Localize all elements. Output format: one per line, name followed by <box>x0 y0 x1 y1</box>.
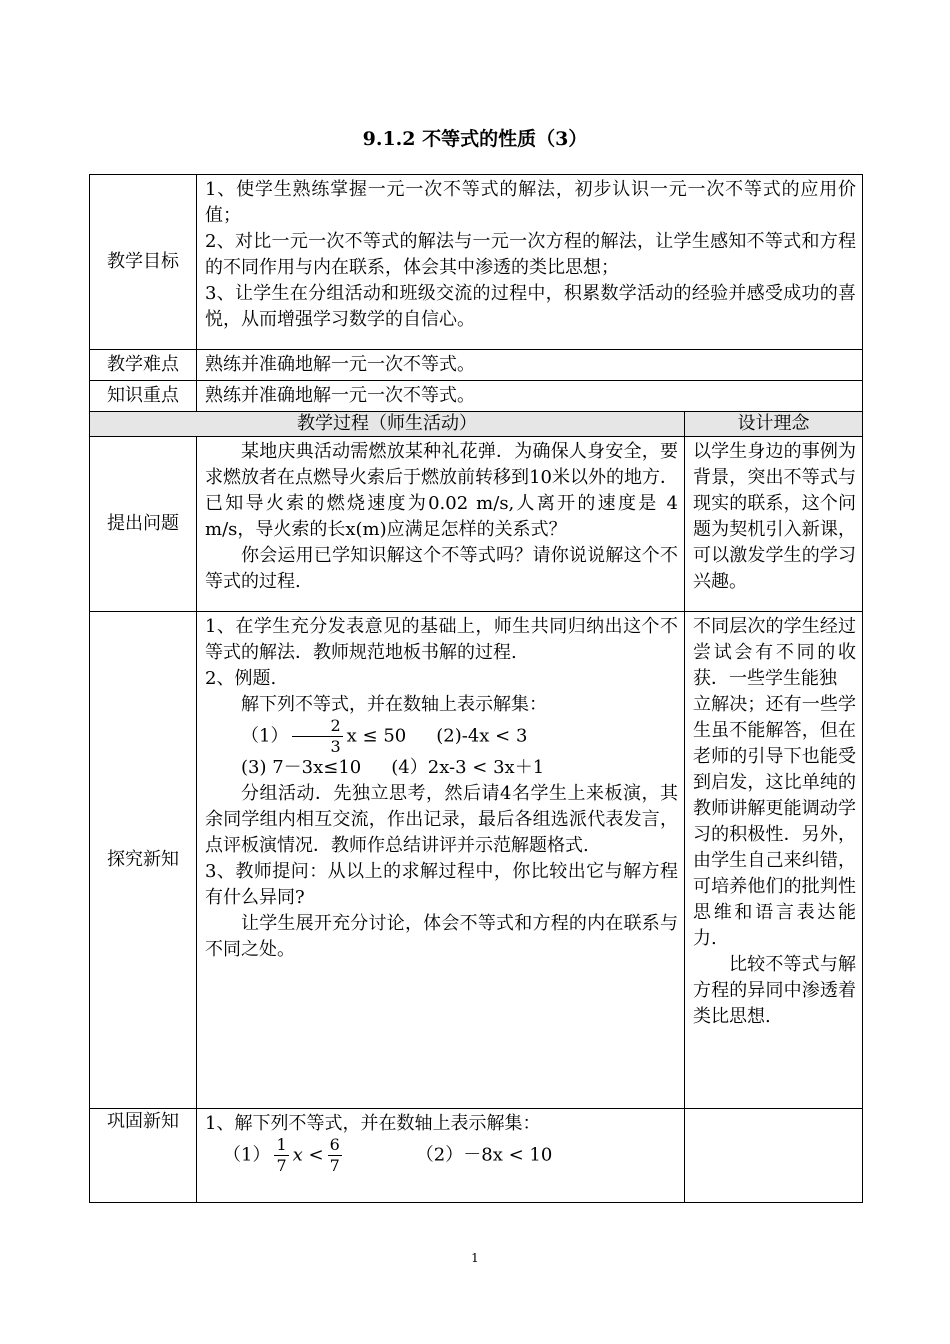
consolidate-instruction: 1、解下列不等式，并在数轴上表示解集： <box>205 1113 541 1134</box>
lesson-table <box>89 174 863 1203</box>
problem-row <box>90 437 863 612</box>
problem-label: 提出问题 <box>90 437 197 612</box>
fraction-numerator: 1 <box>276 1135 287 1154</box>
difficulty-row <box>90 350 863 381</box>
example-equations-row-2 <box>205 755 678 781</box>
eq4: (4）2x-3 < 3x＋1 <box>391 757 545 778</box>
explore-example-heading: 2、例题. <box>205 668 277 689</box>
design-header: 设计理念 <box>685 412 863 437</box>
fraction-denominator: 7 <box>329 1156 340 1175</box>
fraction-denominator: 3 <box>330 737 341 756</box>
fraction <box>292 718 342 755</box>
c-eq1-mid: x < <box>292 1144 324 1166</box>
explore-row <box>90 612 863 1109</box>
goals-label: 教学目标 <box>90 175 197 350</box>
goals-row <box>90 175 863 350</box>
explore-design-text-2: 立解决；还有一些学生虽不能解答，但在老师的引导下也能受到启发，这比单纯的教师讲解更能调动学习的积极性．另外，由学生自己来纠错，可培养他们的批判性思维和语言表达能力. <box>693 694 857 949</box>
fraction <box>274 1137 288 1174</box>
fraction-numerator: 2 <box>292 718 342 737</box>
eq3: (3) 7－3x≤10 <box>241 757 362 778</box>
c-eq1-prefix: （1） <box>223 1144 271 1166</box>
problem-design <box>685 437 863 612</box>
goal-item: 2、对比一元一次不等式的解法与一元一次方程的解法，让学生感知不等式和方程的不同作用与内在联系，体会其中渗透的类比思想； <box>205 231 857 278</box>
eq1-suffix: x ≤ 50 <box>346 725 407 747</box>
page-number: 1 <box>471 1251 479 1265</box>
consolidate-row <box>90 1109 863 1203</box>
problem-content <box>197 437 685 612</box>
goal-item: 3、让学生在分组活动和班级交流的过程中，积累数学活动的经验并感受成功的喜悦，从而增强学习数学的自信心。 <box>205 283 857 330</box>
eq2: (2)-4x < 3 <box>436 725 528 747</box>
consolidate-design <box>685 1109 863 1203</box>
keypoint-text: 熟练并准确地解一元一次不等式。 <box>197 381 863 412</box>
fraction-denominator: 7 <box>276 1156 287 1175</box>
explore-content <box>197 612 685 1109</box>
explore-question: 3、教师提问：从以上的求解过程中，你比较出它与解方程有什么异同? <box>205 861 678 908</box>
consolidate-equations <box>205 1137 678 1174</box>
keypoint-label: 知识重点 <box>90 381 197 412</box>
process-header: 教学过程（师生活动） <box>90 412 685 437</box>
consolidate-content <box>197 1109 685 1203</box>
explore-paragraph: 1、在学生充分发表意见的基础上，师生共同归纳出这个不等式的解法．教师规范地板书解的过程. <box>205 616 678 663</box>
goal-item: 1、使学生熟练掌握一元一次不等式的解法，初步认识一元一次不等式的应用价值； <box>205 179 857 226</box>
difficulty-text: 熟练并准确地解一元一次不等式。 <box>197 350 863 381</box>
page-title: 9.1.2 不等式的性质（3） <box>362 128 588 150</box>
explore-design <box>685 612 863 1109</box>
fraction-numerator: 6 <box>329 1135 340 1154</box>
consolidate-label: 巩固新知 <box>90 1109 197 1203</box>
example-equations-row-1 <box>205 718 678 755</box>
keypoint-row <box>90 381 863 412</box>
explore-discussion: 让学生展开充分讨论，体会不等式和方程的内在联系与不同之处。 <box>205 913 678 960</box>
explore-group-activity: 分组活动．先独立思考，然后请4名学生上来板演，其余同学组内相互交流，作出记录，最后各组选派代表发言，点评板演情况．教师作总结讲评并示范解题格式. <box>205 783 678 856</box>
fraction <box>328 1137 342 1174</box>
explore-design-text-1: 不同层次的学生经过尝试会有不同的收获．一些学生能独 <box>693 616 857 689</box>
process-header-row <box>90 412 863 437</box>
explore-label: 探究新知 <box>90 612 197 1109</box>
problem-paragraph: 某地庆典活动需燃放某种礼花弹．为确保人身安全，要求燃放者在点燃导火索后于燃放前转移到10米以外的地方．已知导火索的燃烧速度为0.02 m/s,人离开的速度是 4 m/s，导火索的长x(m)应满足怎样的关系式？ <box>205 441 678 540</box>
problem-design-text: 以学生身边的事例为背景，突出不等式与现实的联系，这个问题为契机引入新课，可以激发学生的学习兴趣。 <box>693 441 857 592</box>
c-eq2: （2）－8x < 10 <box>415 1144 553 1166</box>
explore-instruction: 解下列不等式，并在数轴上表示解集： <box>241 694 547 715</box>
explore-design-text-3: 比较不等式与解方程的异同中渗透着类比思想. <box>693 954 857 1027</box>
eq1-prefix: （1） <box>241 725 289 747</box>
problem-question: 你会运用已学知识解这个不等式吗？请你说说解这个不等式的过程. <box>205 545 678 592</box>
difficulty-label: 教学难点 <box>90 350 197 381</box>
goals-content <box>197 175 863 350</box>
